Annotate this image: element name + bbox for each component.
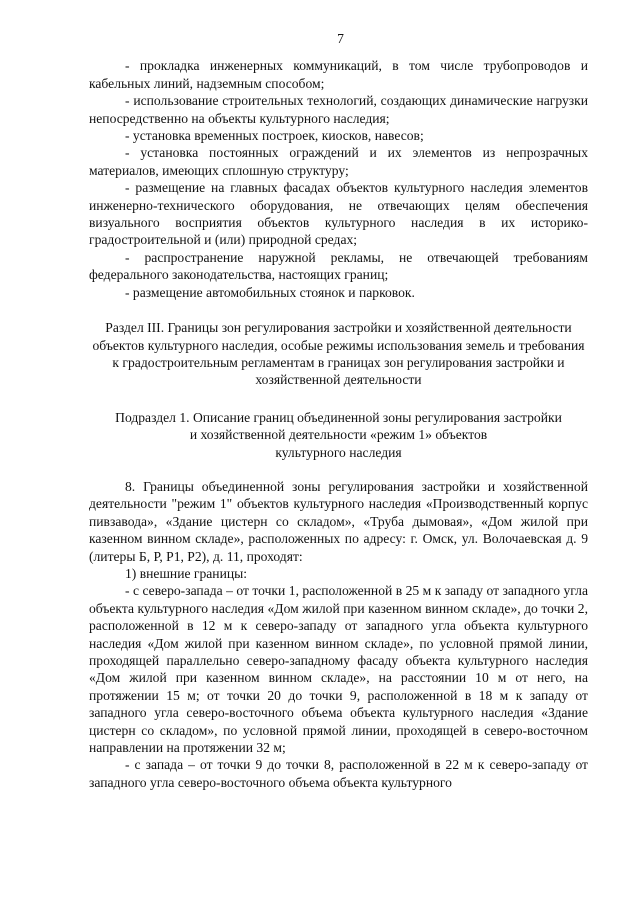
list-item: - размещение на главных фасадах объектов культурного наследия элементов инженерно-технического оборудования, не отвечающих целям обеспечения визуального восприятия объектов культурного наследия в их историко-градостроительной и (или) природной средах; bbox=[89, 180, 588, 248]
subsection-heading-line: Подраздел 1. Описание границ объединенной зоны регулирования застройки bbox=[115, 409, 562, 425]
page-number: 7 bbox=[337, 31, 344, 46]
list-item: - прокладка инженерных коммуникаций, в том числе трубопроводов и кабельных линий, надземным способом; bbox=[89, 58, 588, 91]
paragraph-8: 8. Границы объединенной зоны регулирования застройки и хозяйственной деятельности "режим 1" объектов культурного наследия «Производственный корпус пивзавода», «Здание цистерн со складом», «Труба дымовая», «Дом жилой при казенном винном складе», расположенных по адресу: г. Омск, ул. Волочаевская д. 9 (литеры Б, Р, Р1, Р2), д. 11, проходят: bbox=[89, 478, 588, 564]
document-page bbox=[89, 30, 588, 791]
list-item: - использование строительных технологий, создающих динамические нагрузки непосредственно на объекты культурного наследия; bbox=[89, 93, 588, 126]
paragraph-west: - с запада – от точки 9 до точки 8, расположенной в 22 м к северо-западу от западного угла северо-восточного объема объекта культурного bbox=[89, 757, 588, 790]
subsection-heading-line: культурного наследия bbox=[275, 444, 402, 460]
paragraph-northwest: - с северо-запада – от точки 1, расположенной в 25 м к западу от западного угла объекта культурного наследия «Дом жилой при казенном винном складе», до точки 2, расположенной в 12 м к северо-западу от западного угла объекта культурного наследия «Дом жилой при казенном винном складе», по условной прямой линии, проходящей параллельно северо-западному фасаду объекта культурного наследия «Дом жилой при казенном винном складе», на расстоянии 10 м от него, на протяжении 15 м; от точки 20 до точки 9, расположенной в 18 м к западу от западного угла северо-восточного объема объекта культурного наследия «Здание цистерн со складом», по условной прямой линии, проходящей в северо-восточном направлении на протяжении 32 м; bbox=[89, 583, 588, 756]
boundary-description bbox=[89, 478, 588, 791]
section-heading: Раздел III. Границы зон регулирования застройки и хозяйственной деятельности объектов культурного наследия, особые режимы использования земель и требования к градостроительным регламентам в границах зон регулирования застройки и хозяйственной деятельности bbox=[92, 320, 585, 388]
restrictions-list bbox=[89, 57, 588, 301]
subsection-heading bbox=[89, 409, 588, 461]
paragraph-outer-boundaries: 1) внешние границы: bbox=[125, 565, 248, 581]
list-item: - распространение наружной рекламы, не отвечающей требованиям федерального законодательства, настоящих границ; bbox=[89, 249, 588, 283]
subsection-heading-line: и хозяйственной деятельности «режим 1» объектов bbox=[189, 427, 488, 443]
list-item: - установка постоянных ограждений и их элементов из непрозрачных материалов, имеющих сплошную структуру; bbox=[89, 145, 588, 178]
list-item: - установка временных построек, киосков, навесов; bbox=[125, 128, 424, 144]
list-item: - размещение автомобильных стоянок и парковок. bbox=[125, 284, 415, 300]
